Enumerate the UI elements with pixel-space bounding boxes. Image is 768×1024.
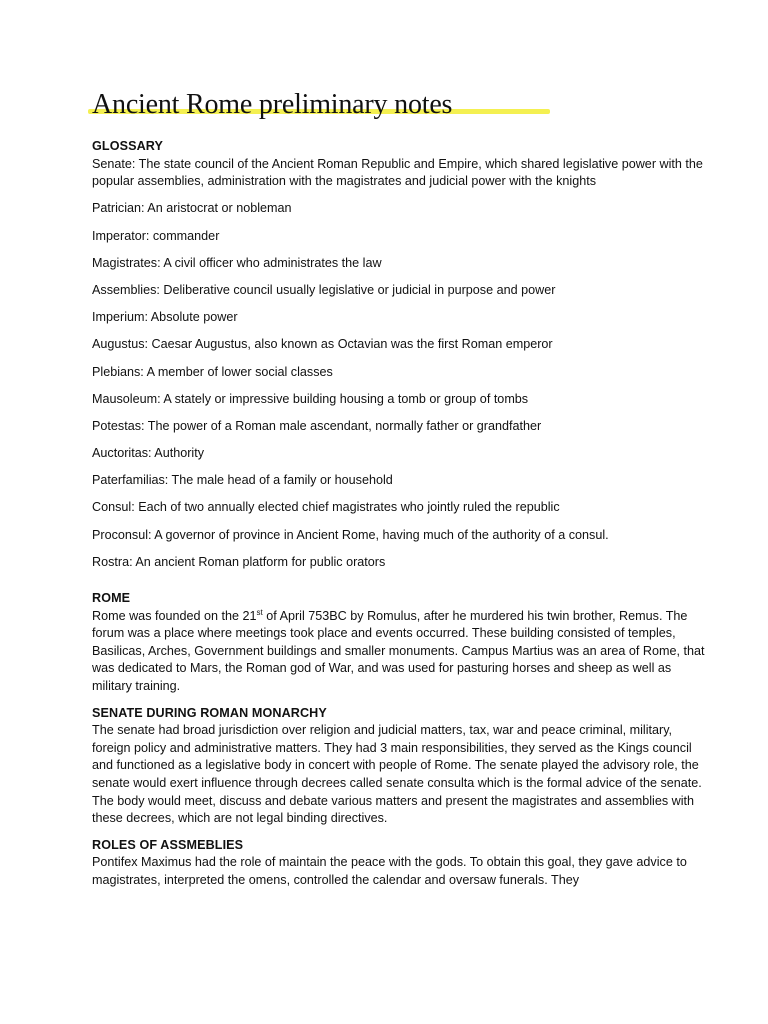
glossary-entry-consul: Consul: Each of two annually elected chief magistrates who jointly ruled the republic: [92, 500, 560, 515]
glossary-entry-patrician: Patrician: An aristocrat or nobleman: [92, 201, 292, 216]
glossary-heading: GLOSSARY: [92, 139, 164, 153]
glossary-section: [92, 138, 708, 571]
rome-heading: ROME: [92, 591, 131, 605]
glossary-entry-auctoritas: Auctoritas: Authority: [92, 446, 204, 461]
glossary-entry-magistrates: Magistrates: A civil officer who administrates the law: [92, 255, 382, 270]
title-block: [92, 86, 708, 126]
glossary-entry-imperium: Imperium: Absolute power: [92, 310, 238, 325]
roles-assemblies-heading: ROLES OF ASSMEBLIES: [92, 837, 244, 852]
section-spacer: [92, 581, 708, 590]
rome-paragraph: [92, 608, 708, 696]
glossary-entry-paterfamilias: Paterfamilias: The male head of a family or household: [92, 473, 393, 488]
glossary-entry-augustus: Augustus: Caesar Augustus, also known as Octavian was the first Roman emperor: [92, 337, 553, 352]
document-title: Ancient Rome preliminary notes: [92, 89, 453, 120]
senate-monarchy-paragraph: The senate had broad jurisdiction over religion and judicial matters, tax, war and peace criminal, military, foreign policy and administrative matters. They had 3 main responsibilities, they served as the Kings council and functioned as a legislative body in concert with people of Rome. The senate played the advisory role, the senate would exert influence through decrees called senate consulta which is the formal advice of the senate. The body would meet, discuss and debate various matters and present the magistrates and assemblies with these decrees, which are not legal binding directives.: [92, 723, 702, 826]
senate-monarchy-section: [92, 705, 708, 828]
glossary-entry-senate: Senate: The state council of the Ancient Roman Republic and Empire, which shared legislative power with the popular assemblies, administration with the magistrates and judicial power with the knights: [92, 156, 703, 189]
roles-assemblies-paragraph: Pontifex Maximus had the role of maintain the peace with the gods. To obtain this goal, they gave advice to magistrates, interpreted the omens, controlled the calendar and oversaw funerals. They: [92, 855, 687, 887]
glossary-entry-rostra: Rostra: An ancient Roman platform for public orators: [92, 554, 386, 569]
glossary-entry-plebians: Plebians: A member of lower social classes: [92, 364, 333, 379]
roles-assemblies-section: [92, 837, 708, 890]
glossary-entry-assemblies: Assemblies: Deliberative council usually legislative or judicial in purpose and power: [92, 282, 556, 297]
ordinal-superscript: st: [256, 607, 263, 617]
glossary-list: [92, 156, 708, 572]
glossary-entry-potestas: Potestas: The power of a Roman male ascendant, normally father or grandfather: [92, 418, 542, 433]
glossary-entry-proconsul: Proconsul: A governor of province in Ancient Rome, having much of the authority of a consul.: [92, 527, 609, 542]
rome-text-rest: of April 753BC by Romulus, after he murdered his twin brother, Remus. The forum was a place where meetings took place and events occurred. These building consisted of temples, Basilicas, Arches, Government buildings and smaller monuments. Campus Martius was an area of Rome, that was dedicated to Mars, the Roman god of War, and was used for pasturing horses and sheep as well as military training.: [92, 608, 705, 693]
rome-section: [92, 590, 708, 696]
glossary-entry-mausoleum: Mausoleum: A stately or impressive building housing a tomb or group of tombs: [92, 391, 529, 406]
rome-text-start: Rome was founded on the 21: [92, 608, 257, 623]
senate-monarchy-heading: SENATE DURING ROMAN MONARCHY: [92, 705, 327, 720]
glossary-entry-imperator: Imperator: commander: [92, 228, 220, 243]
